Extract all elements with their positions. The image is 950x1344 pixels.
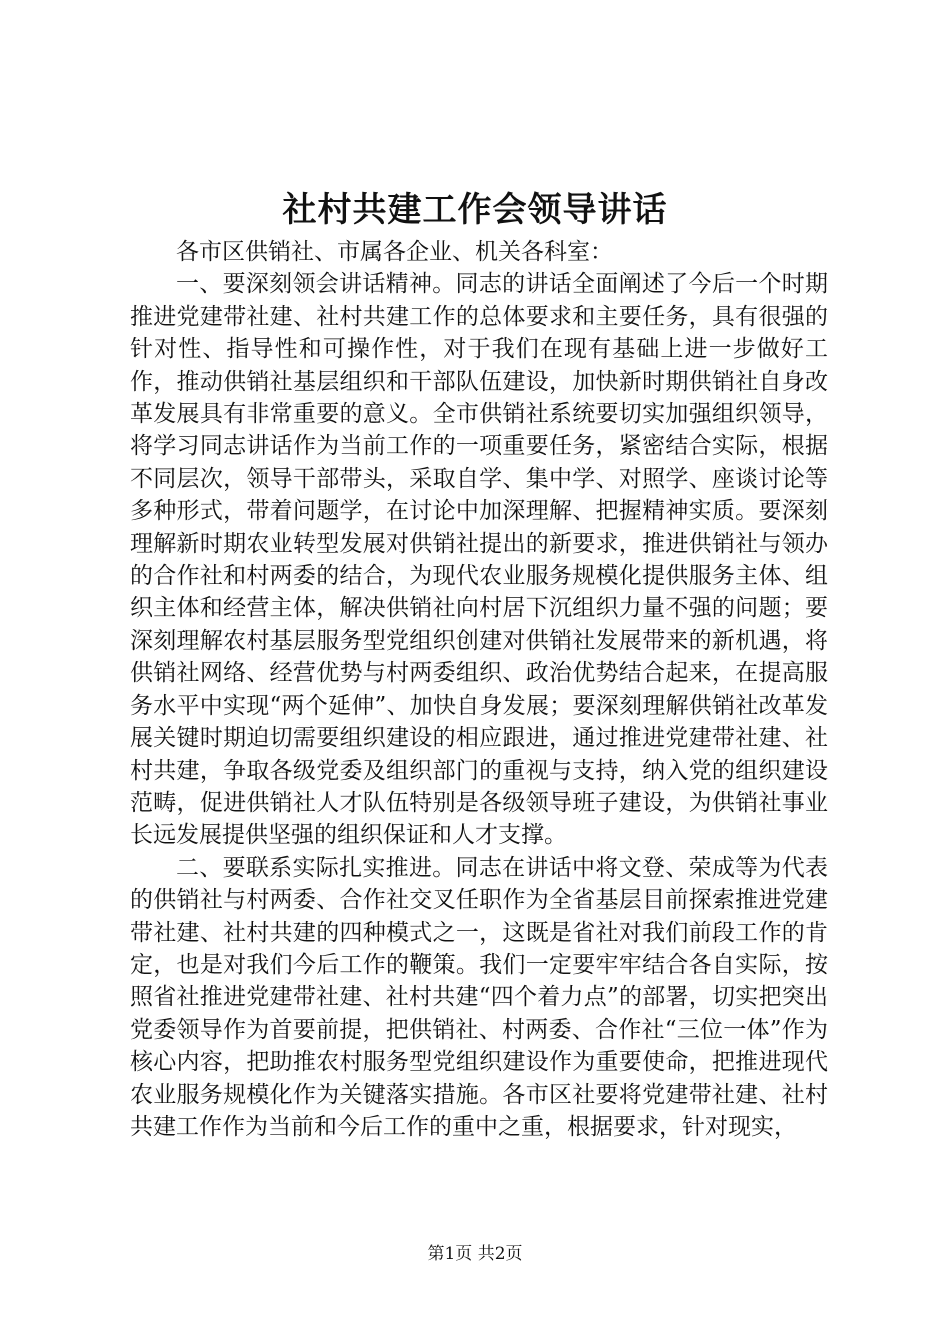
paragraph-2: 二、要联系实际扎实推进。同志在讲话中将文登、荣成等为代表的供销社与村两委、合作社交叉任职作为全省基层目前探索推进党建带社建、社村共建的四种模式之一，这既是省社对我们前段工作的肯定，也是对我们今后工作的鞭策。我们一定要牢牢结合各自实际，按照省社推进党建带社建、社村共建“四个着力点”的部署，切实把突出党委领导作为首要前提，把供销社、村两委、合作社“三位一体”作为核心内容，把助推农村服务型党组织建设作为重要使命，把推进现代农业服务规模化作为关键落实措施。各市区社要将党建带社建、社村共建工作作为当前和今后工作的重中之重，根据要求，针对现实， bbox=[130, 854, 828, 1140]
document-title: 社村共建工作会领导讲话 bbox=[282, 190, 668, 230]
salutation: 各市区供销社、市属各企业、机关各科室： bbox=[176, 239, 613, 265]
document-body bbox=[130, 236, 828, 1143]
page-footer: 第1页 共2页 bbox=[427, 1244, 523, 1264]
paragraph-1: 一、要深刻领会讲话精神。同志的讲话全面阐述了今后一个时期推进党建带社建、社村共建工作的总体要求和主要任务，具有很强的针对性、指导性和可操作性，对于我们在现有基础上进一步做好工作，推动供销社基层组织和干部队伍建设，加快新时期供销社自身改革发展具有非常重要的意义。全市供销社系统要切实加强组织领导，将学习同志讲话作为当前工作的一项重要任务，紧密结合实际，根据不同层次，领导干部带头，采取自学、集中学、对照学、座谈讨论等多种形式，带着问题学，在讨论中加深理解、把握精神实质。要深刻理解新时期农业转型发展对供销社提出的新要求，推进供销社与领办的合作社和村两委的结合，为现代农业服务规模化提供服务主体、组织主体和经营主体，解决供销社向村居下沉组织力量不强的问题；要深刻理解农村基层服务型党组织创建对供销社发展带来的新机遇，将供销社网络、经营优势与村两委组织、政治优势结合起来，在提高服务水平中实现“两个延伸”、加快自身发展；要深刻理解供销社改革发展关键时期迫切需要组织建设的相应跟进，通过推进党建带社建、社村共建，争取各级党委及组织部门的重视与支持，纳入党的组织建设范畴，促进供销社人才队伍特别是各级领导班子建设，为供销社事业长远发展提供坚强的组织保证和人才支撑。 bbox=[130, 271, 828, 849]
